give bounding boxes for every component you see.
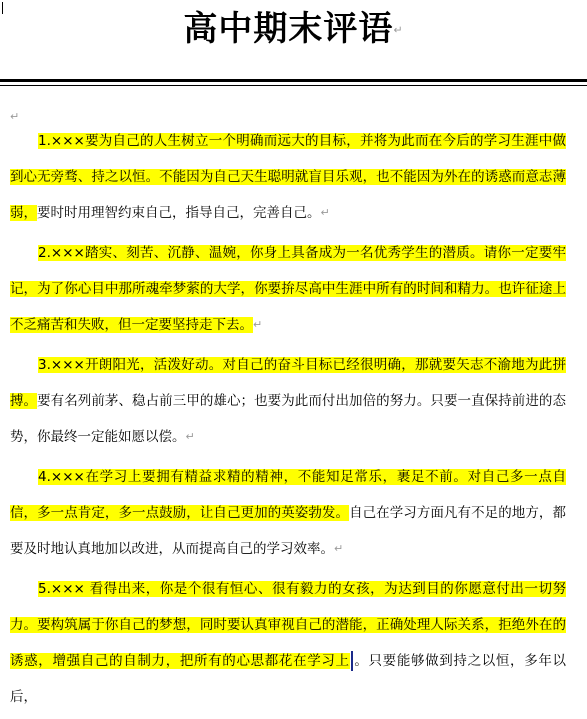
comment-paragraph-1[interactable] bbox=[10, 123, 566, 231]
paragraph-mark-icon: ↵ bbox=[185, 430, 195, 443]
document-title: 高中期末评语 bbox=[183, 9, 394, 49]
paragraph-mark-icon: ↵ bbox=[393, 23, 404, 37]
title-divider-thin bbox=[0, 85, 587, 86]
highlighted-text: 1.×××要为自己的人生树立一个明确而远大的目标，并将为此而在今后的学习生涯中做到心无旁骛、持之以恒。不能因为自己天生聪明就盲目乐观，也不能因为外在的诱惑而意志薄弱， bbox=[10, 133, 566, 221]
paragraph-mark-icon: ↵ bbox=[334, 542, 344, 555]
plain-text: 要有名列前茅、稳占前三甲的雄心；也要为此而付出加倍的努力。只要一直保持前进的态势，你最终一定能如愿以偿。 bbox=[10, 393, 566, 445]
text-caret bbox=[351, 651, 353, 671]
comment-paragraph-2[interactable] bbox=[10, 235, 566, 343]
highlighted-text: 4.×××在学习上要拥有精益求精的精神，不能知足常乐，裹足不前。对自己多一点自信，多一点肯定，多一点鼓励，让自己更加的英姿勃发。 bbox=[10, 469, 566, 521]
plain-text: 。只要能够做到持之以恒，多年以后， bbox=[10, 653, 567, 705]
comment-paragraph-4[interactable] bbox=[10, 459, 566, 567]
comment-paragraph-5[interactable] bbox=[10, 571, 566, 715]
document-title-line bbox=[0, 6, 587, 54]
plain-text: 自己在学习方面凡有不足的地方，都要及时地认真地加以改进，从而提高自己的学习效率。 bbox=[10, 505, 566, 557]
comment-paragraph-3[interactable] bbox=[10, 347, 566, 455]
document-body[interactable] bbox=[10, 123, 566, 719]
highlighted-text: 3.×××开朗阳光，活泼好动。对自己的奋斗目标已经很明确，那就要矢志不渝地为此拼搏。 bbox=[10, 357, 566, 409]
highlighted-text: 5.××× 看得出来，你是个很有恒心、很有毅力的女孩，为达到目的你愿意付出一切努力。要构筑属于你自己的梦想，同时要认真审视自己的潜能，正确处理人际关系，拒绝外在的诱惑，增强自己的自制力，把所有的心思都花在学习上 bbox=[10, 581, 566, 669]
plain-text: 要时时用理智约束自己，指导自己，完善自己。 bbox=[37, 205, 321, 221]
highlighted-text: 2.×××踏实、刻苦、沉静、温婉，你身上具备成为一名优秀学生的潜质。请你一定要牢记，为了你心目中那所魂牵梦萦的大学，你要拚尽高中生涯中所有的时间和精力。也许征途上不乏痛苦和失败，但一定要坚持走下去。 bbox=[10, 245, 566, 333]
paragraph-mark-icon: ↵ bbox=[10, 110, 20, 123]
paragraph-mark-icon: ↵ bbox=[320, 206, 330, 219]
paragraph-mark-icon: ↵ bbox=[253, 318, 263, 331]
title-divider-thick bbox=[0, 79, 587, 82]
